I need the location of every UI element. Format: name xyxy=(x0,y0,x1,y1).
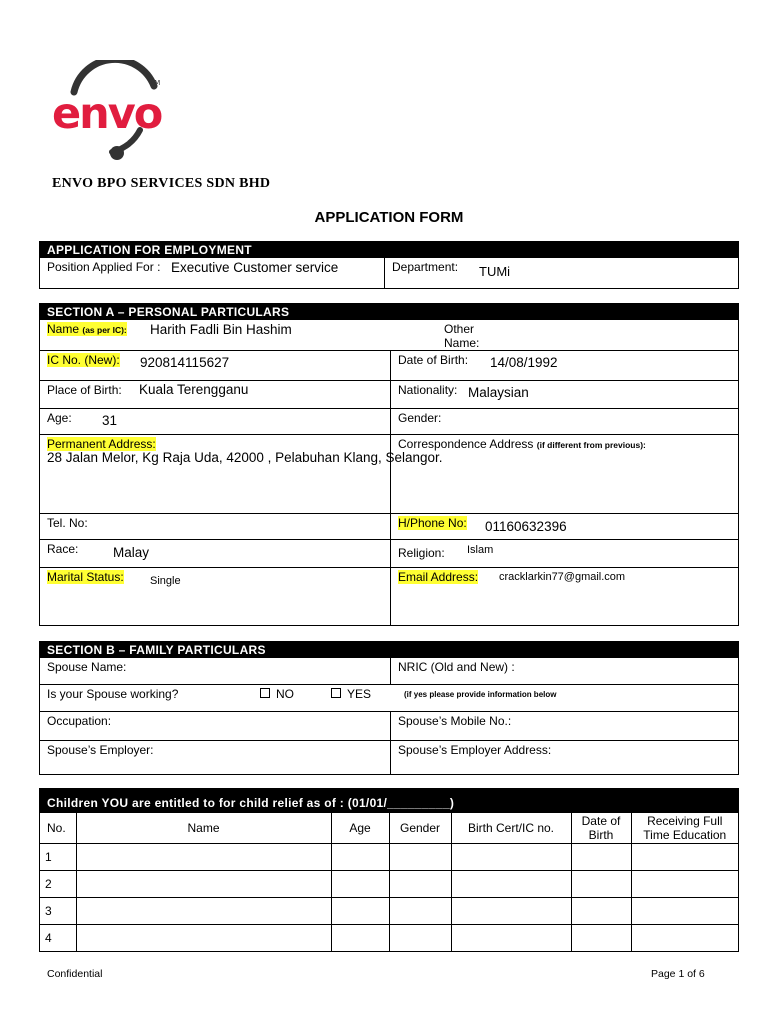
spouse-name-field[interactable] xyxy=(40,658,390,684)
footer-page-number: Page 1 of 6 xyxy=(651,968,705,980)
spouse-employer-address-label: Spouse’s Employer Address: xyxy=(398,743,552,757)
yes-checkbox-icon[interactable] xyxy=(331,688,341,698)
section-b-header: SECTION B – FAMILY PARTICULARS xyxy=(40,642,738,658)
section-a-header: SECTION A – PERSONAL PARTICULARS xyxy=(40,304,738,320)
religion-label: Religion: xyxy=(398,546,445,560)
table-row xyxy=(40,871,738,898)
child-gender-cell[interactable] xyxy=(389,898,451,925)
nric-field[interactable] xyxy=(390,658,738,684)
children-table xyxy=(40,813,738,951)
company-name: ENVO BPO SERVICES SDN BHD xyxy=(52,176,271,191)
col-age: Age xyxy=(331,813,389,844)
child-dob-cell[interactable] xyxy=(571,898,631,925)
child-age-cell[interactable] xyxy=(331,844,389,871)
child-gender-cell[interactable] xyxy=(389,871,451,898)
col-no: No. xyxy=(40,813,76,844)
race-label: Race: xyxy=(47,542,79,556)
child-name-cell[interactable] xyxy=(76,925,331,951)
yes-option[interactable] xyxy=(331,687,371,701)
logo-tm: TM xyxy=(150,79,161,87)
email-field[interactable] xyxy=(390,568,738,625)
marital-status-field[interactable] xyxy=(40,568,390,625)
dob-label: Date of Birth: xyxy=(398,353,469,367)
nationality-field[interactable] xyxy=(390,381,738,408)
child-gender-cell[interactable] xyxy=(389,844,451,871)
child-education-cell[interactable] xyxy=(631,871,738,898)
correspondence-address-label: Correspondence Address xyxy=(398,437,534,451)
spouse-mobile-label: Spouse’s Mobile No.: xyxy=(398,714,512,728)
col-dob: Date of Birth xyxy=(571,813,631,844)
hphone-label: H/Phone No: xyxy=(398,516,467,530)
permanent-address-field[interactable] xyxy=(40,435,443,513)
name-label: Name (as per IC): xyxy=(47,322,127,336)
email-label: Email Address: xyxy=(398,570,479,584)
permanent-address-label: Permanent Address: xyxy=(47,437,156,451)
row-number: 4 xyxy=(40,925,76,951)
department-field[interactable] xyxy=(384,258,738,288)
ic-value: 920814115627 xyxy=(140,355,230,370)
child-dob-cell[interactable] xyxy=(571,844,631,871)
children-header-row xyxy=(40,813,738,844)
position-value: Executive Customer service xyxy=(171,260,339,275)
child-age-cell[interactable] xyxy=(331,871,389,898)
marital-status-value: Single xyxy=(150,575,181,587)
hphone-field[interactable] xyxy=(390,514,738,539)
employment-section xyxy=(39,241,739,289)
table-row xyxy=(40,925,738,951)
child-age-cell[interactable] xyxy=(331,925,389,951)
no-label: NO xyxy=(276,687,294,701)
nationality-value: Malaysian xyxy=(468,385,529,400)
name-value: Harith Fadli Bin Hashim xyxy=(150,322,292,337)
child-gender-cell[interactable] xyxy=(389,925,451,951)
col-name: Name xyxy=(76,813,331,844)
email-value: cracklarkin77@gmail.com xyxy=(499,571,626,583)
other-name-field[interactable] xyxy=(390,320,738,350)
tel-label: Tel. No: xyxy=(47,516,88,530)
dob-field[interactable] xyxy=(390,351,738,380)
child-birth-cert-cell[interactable] xyxy=(451,871,571,898)
pob-label: Place of Birth: xyxy=(47,383,122,397)
yes-label: YES xyxy=(347,687,372,701)
spouse-employer-field[interactable] xyxy=(40,741,390,774)
marital-status-label: Marital Status: xyxy=(47,570,124,584)
children-section xyxy=(39,788,739,952)
nric-label: NRIC (Old and New) : xyxy=(398,660,515,674)
children-header: Children YOU are entitled to for child relief as of : (01/01/_________) xyxy=(40,789,738,813)
child-education-cell[interactable] xyxy=(631,844,738,871)
no-option[interactable] xyxy=(260,687,294,701)
correspondence-address-field[interactable] xyxy=(390,435,738,513)
child-education-cell[interactable] xyxy=(631,925,738,951)
child-birth-cert-cell[interactable] xyxy=(451,844,571,871)
section-a xyxy=(39,303,739,626)
child-birth-cert-cell[interactable] xyxy=(451,898,571,925)
spouse-mobile-field[interactable] xyxy=(390,712,738,740)
religion-field[interactable] xyxy=(390,540,738,567)
occupation-label: Occupation: xyxy=(47,714,112,728)
dob-value: 14/08/1992 xyxy=(490,355,558,370)
religion-value: Islam xyxy=(467,544,494,556)
correspondence-address-note: (if different from previous): xyxy=(536,440,646,450)
spouse-employer-label: Spouse’s Employer: xyxy=(47,743,154,757)
tel-field[interactable] xyxy=(40,514,390,539)
child-name-cell[interactable] xyxy=(76,844,331,871)
no-checkbox-icon[interactable] xyxy=(260,688,270,698)
col-education: Receiving Full Time Education xyxy=(631,813,738,844)
position-label: Position Applied For : xyxy=(47,260,161,274)
department-value: TUMi xyxy=(479,264,511,279)
age-label: Age: xyxy=(47,411,72,425)
employment-header: APPLICATION FOR EMPLOYMENT xyxy=(40,242,738,258)
spouse-employer-address-field[interactable] xyxy=(390,741,738,774)
pob-value: Kuala Terengganu xyxy=(139,382,249,397)
pob-field[interactable] xyxy=(40,381,390,408)
yes-note: (if yes please provide information below xyxy=(404,690,557,699)
child-name-cell[interactable] xyxy=(76,871,331,898)
spouse-working-field xyxy=(40,685,738,711)
footer-confidential: Confidential xyxy=(47,968,103,980)
other-name-label: Other Name: xyxy=(444,322,480,350)
table-row xyxy=(40,844,738,871)
col-birth-cert: Birth Cert/IC no. xyxy=(451,813,571,844)
row-number: 2 xyxy=(40,871,76,898)
ic-label: IC No. (New): xyxy=(47,353,120,367)
position-field[interactable] xyxy=(40,258,384,288)
spouse-name-label: Spouse Name: xyxy=(47,660,127,674)
section-b xyxy=(39,641,739,775)
child-age-cell[interactable] xyxy=(331,898,389,925)
envo-logo xyxy=(44,60,174,165)
age-value: 31 xyxy=(102,413,118,428)
gender-label: Gender: xyxy=(398,411,442,425)
name-note: (as per IC): xyxy=(82,325,127,335)
child-name-cell[interactable] xyxy=(76,898,331,925)
address-value: 28 Jalan Melor, Kg Raja Uda, 42000 , Pelabuhan Klang, Selangor. xyxy=(47,450,443,465)
row-number: 1 xyxy=(40,844,76,871)
department-label: Department: xyxy=(392,260,459,274)
envo-logo-graphic xyxy=(44,60,174,165)
form-title: APPLICATION FORM xyxy=(314,209,464,226)
name-field[interactable] xyxy=(40,320,480,350)
child-education-cell[interactable] xyxy=(631,898,738,925)
gender-field[interactable] xyxy=(390,409,738,434)
race-field[interactable] xyxy=(40,540,390,567)
col-gender: Gender xyxy=(389,813,451,844)
age-field[interactable] xyxy=(40,409,390,434)
race-value: Malay xyxy=(113,545,150,560)
child-dob-cell[interactable] xyxy=(571,925,631,951)
nationality-label: Nationality: xyxy=(398,383,458,397)
spouse-working-label: Is your Spouse working? xyxy=(47,687,179,701)
hphone-value: 01160632396 xyxy=(485,519,567,534)
child-birth-cert-cell[interactable] xyxy=(451,925,571,951)
ic-field[interactable] xyxy=(40,351,390,380)
logo-wordmark: envo xyxy=(52,89,162,139)
table-row xyxy=(40,898,738,925)
occupation-field[interactable] xyxy=(40,712,390,740)
row-number: 3 xyxy=(40,898,76,925)
child-dob-cell[interactable] xyxy=(571,871,631,898)
